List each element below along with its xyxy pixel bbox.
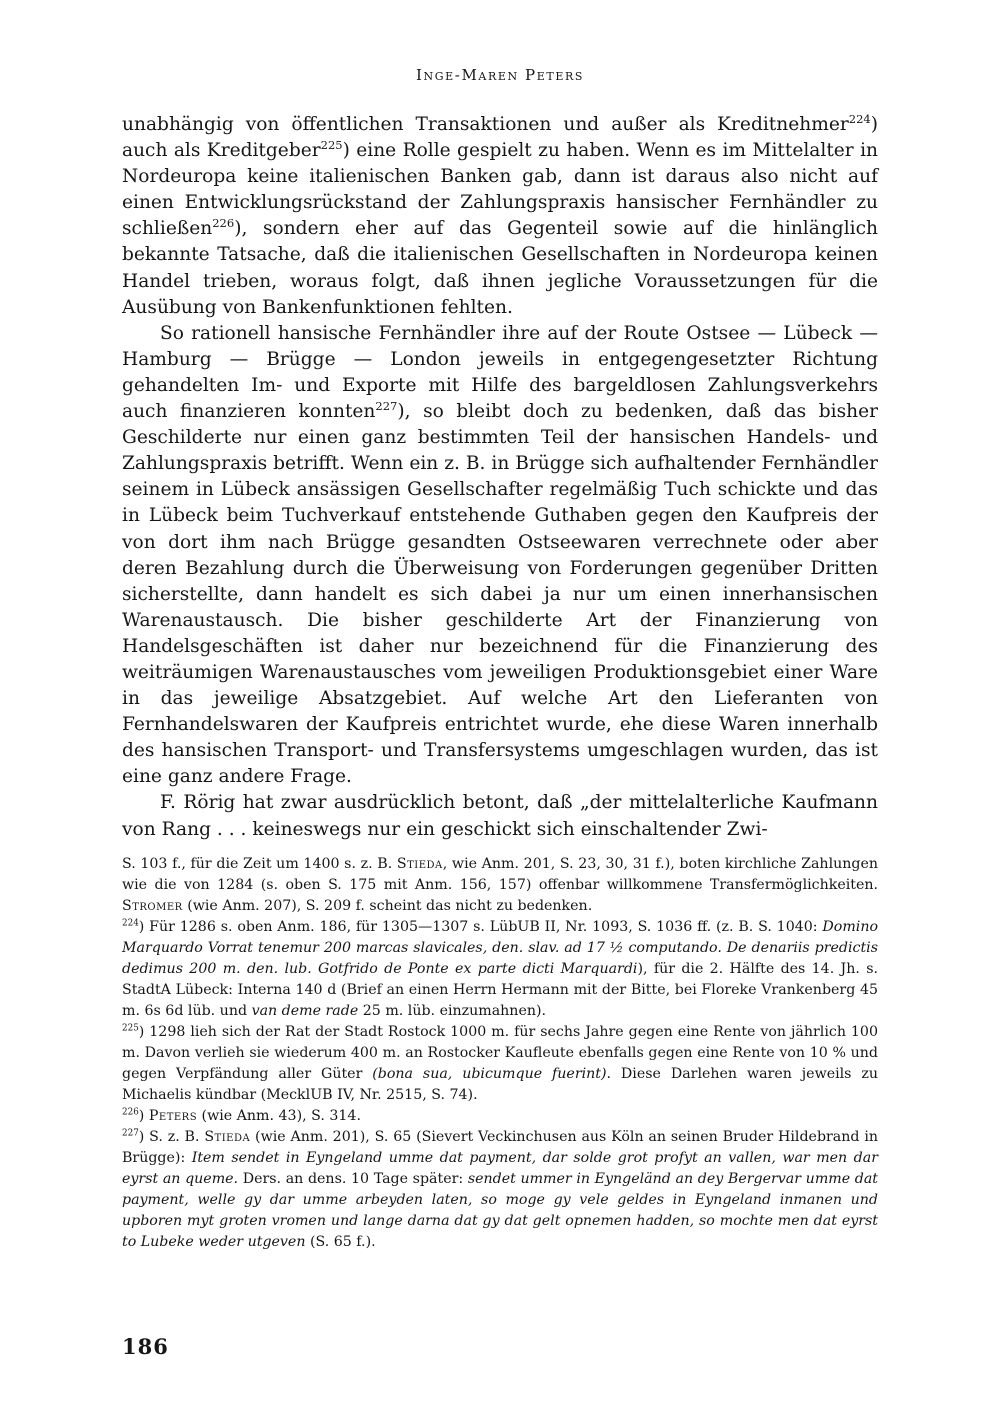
footnote-226: $^{226}$) Peters (wie Anm. 43), S. 314. bbox=[122, 1107, 361, 1124]
body-paragraph: F. Rörig hat zwar ausdrücklich betont, daß „der mittelalterliche Kaufmann von Rang . . . keineswegs nur ein geschickt sich einschaltender Zwi- bbox=[122, 792, 878, 840]
footnotes bbox=[122, 854, 878, 1253]
footnote-ref: 226 bbox=[212, 216, 235, 231]
body-paragraph: So rationell hansische Fernhändler ihre auf der Route Ostsee — Lübeck — Hamburg — Brügge — London jeweils in entgegengesetzter Richtung gehandelten Im- und Exporte mit Hilfe des bargeldlosen Zahlungsverkehrs auch finanzieren konnten$^{227}$), so bleibt doch zu bedenken, daß das bisher Geschilderte nur einen ganz bestimmten Teil der hansischen Handels- und Zahlungspraxis betrifft. Wenn ein z. B. in Brügge sich aufhaltender Fernhändler seinem in Lübeck ansässigen Gesellschafter regelmäßig Tuch schickte und das in Lübeck beim Tuchverkauf entstehende Guthaben gegen den Kaufpreis der von dort ihm nach Brügge gesandten Ostseewaren verrechnete oder aber deren Bezahlung durch die Überweisung von Forderungen gegenüber Dritten sicherstellte, dann handelt es sich dabei ja nur um einen innerhansischen Warenaustausch. Die bisher geschilderte Art der Finanzierung von Handelsgeschäften ist daher nur bezeichnend für die Finanzierung des weiträumigen Warenaustausches vom jeweiligen Produktionsgebiet einer Ware in das jeweilige Absatzgebiet. Auf welche Art den Lieferanten von Fernhandelswaren der Kaufpreis entrichtet wurde, ehe diese Waren innerhalb des hansischen Transport- und Transfersystems umgeschlagen wurden, das ist eine ganz andere Frage. bbox=[122, 322, 878, 788]
footnote-ref: 225 bbox=[320, 137, 343, 152]
footnote-continuation: S. 103 f., für die Zeit um 1400 s. z. B. Stieda, wie Anm. 201, S. 23, 30, 31 f.), boten kirchliche Zahlungen wie die von 1284 (s. oben S. 175 mit Anm. 156, 157) offenbar willkommene Transfermöglichkeiten. Stromer (wie Anm. 207), S. 209 f. scheint das nicht zu bedenken. bbox=[122, 856, 878, 914]
footnote-ref: 224 bbox=[848, 111, 871, 126]
body-paragraph: unabhängig von öffentlichen Transaktionen und außer als Kreditnehmer$^{224}$) auch als Kreditgeber$^{225}$) eine Rolle gespielt zu haben. Wenn es im Mittelalter in Nordeuropa keine italienischen Banken gab, dann ist daraus also nicht auf einen Entwicklungsrückstand der Zahlungspraxis hansischer Fernhändler zu schließen$^{226}$), sondern eher auf das Gegenteil sowie auf die hinlänglich bekannte Tatsache, daß die italienischen Gesellschaften in Nordeuropa keinen Handel trieben, woraus folgt, daß ihnen jegliche Voraussetzungen für die Ausübung von Bankenfunktionen fehlten. bbox=[122, 111, 879, 318]
footnote-ref: 227 bbox=[375, 398, 398, 413]
page-number: 186 bbox=[122, 1334, 169, 1359]
footnote-224: $^{224}$) Für 1286 s. oben Anm. 186, für 1305—1307 s. LübUB II, Nr. 1093, S. 1036 ff. (z. B. S. 1040: Domino Marquardo Vorrat tenemur 200 marcas slavicales, den. slav. ad 17 ½ computando. De denariis predictis dedimus 200 m. den. lub. Gotfrido de Ponte ex parte dicti Marquardi), für die 2. Hälfte des 14. Jh. s. StadtA Lübeck: Interna 140 d (Brief an einen Herrn Hermann mit der Bitte, bei Floreke Vrankenberg 45 m. 6s 6d lüb. und van deme rade 25 m. lüb. einzumahnen). bbox=[122, 918, 878, 1019]
main-text bbox=[122, 112, 878, 843]
footnote-225: $^{225}$) 1298 lieh sich der Rat der Stadt Rostock 1000 m. für sechs Jahre gegen eine Rente von jährlich 100 m. Davon verlieh sie wiederum 400 m. an Rostocker Kaufleute ebenfalls gegen eine Rente von 10 % und gegen Verpfändung aller Güter (bona sua, ubicumque fuerint). Diese Darlehen waren jeweils zu Michaelis kündbar (MecklUB IV, Nr. 2515, S. 74). bbox=[122, 1023, 878, 1103]
running-header: Inge-Maren Peters bbox=[416, 66, 584, 84]
footnote-227: $^{227}$) S. z. B. Stieda (wie Anm. 201), S. 65 (Sievert Veckinchusen aus Köln an seinen Bruder Hildebrand in Brügge): Item sendet in Eyngeland umme dat payment, dar solde grot profyt an vallen, war men dar eyrst an queme. Ders. an dens. 10 Tage später: sendet ummer in Eyngeländ an dey Bergervar umme dat payment, welle gy dar umme arbeyden laten, so moge gy vele geldes in Eyngeland inmanen und upboren myt groten vromen und lange darna dat gy dat gelt opnemen hadden, so mochte men dat eyrst to Lubeke weder utgeven (S. 65 f.). bbox=[122, 1128, 879, 1250]
